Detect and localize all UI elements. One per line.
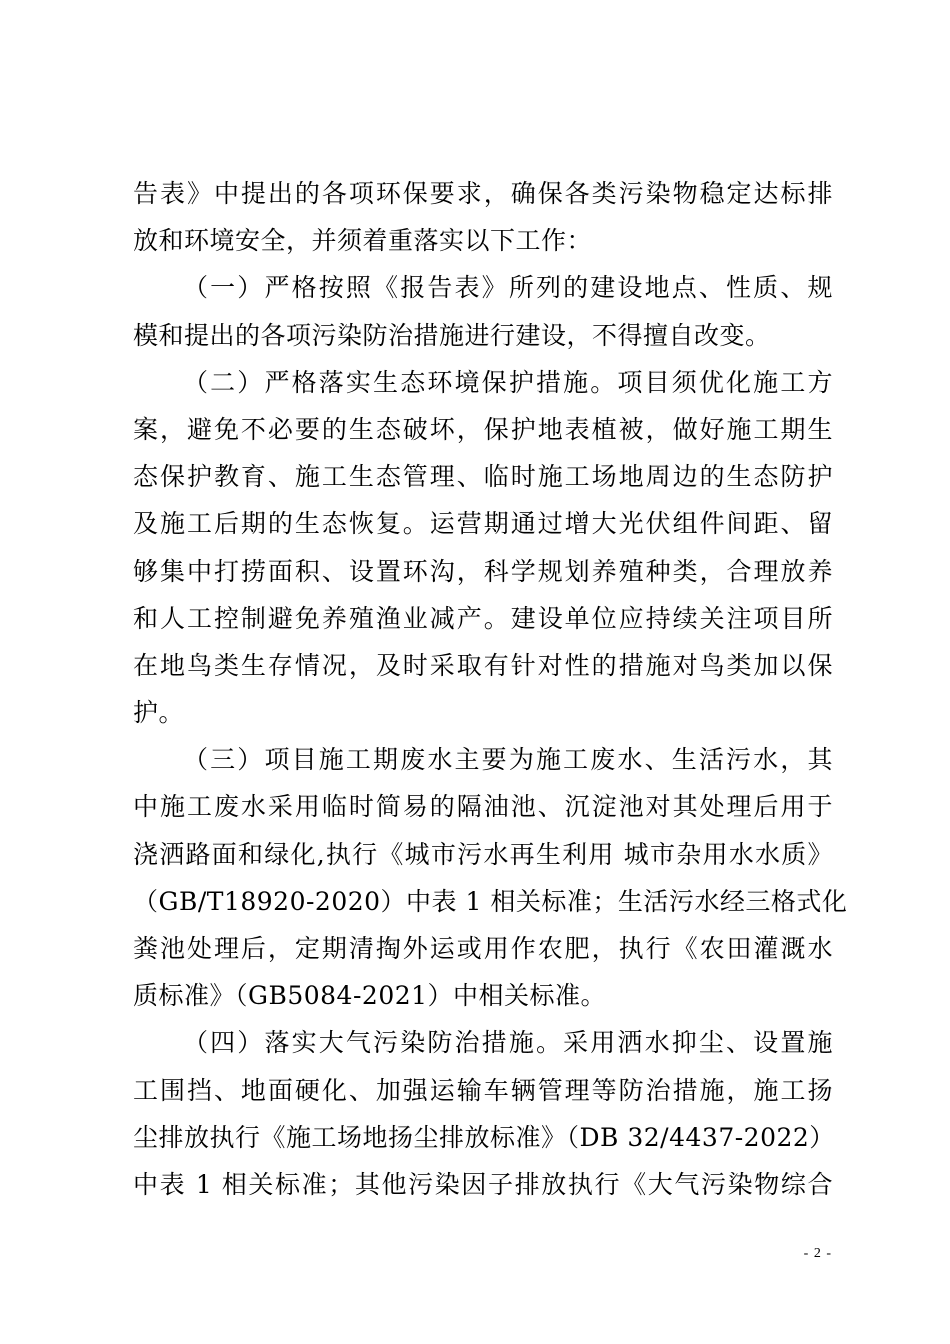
text-line: 告表》中提出的各项环保要求，确保各类污染物稳定达标排	[133, 179, 833, 208]
text-line: （GB/T18920-2020）中表 1 相关标准；生活污水经三格式化	[133, 886, 848, 916]
text-line: 态保护教育、施工生态管理、临时施工场地周边的生态防护	[133, 462, 833, 492]
paragraph-2-line: （二）严格落实生态环境保护措施。项目须优化施工方	[183, 367, 833, 397]
text-line: 案，避免不必要的生态破坏，保护地表植被，做好施工期生	[133, 414, 833, 444]
page-number: - 2 -	[803, 1246, 832, 1261]
text-line: 和人工控制避免养殖渔业减产。建设单位应持续关注项目所	[133, 603, 833, 633]
text-line: 够集中打捞面积、设置环沟，科学规划养殖种类，合理放养	[133, 556, 833, 586]
paragraph-1-line: （一）严格按照《报告表》所列的建设地点、性质、规	[183, 273, 833, 303]
paragraph-3-line: （三）项目施工期废水主要为施工废水、生活污水，其	[183, 745, 833, 775]
text-line: 尘排放执行《施工场地扬尘排放标准》（DB 32/4437-2022）	[133, 1122, 835, 1152]
text-line: 及施工后期的生态恢复。运营期通过增大光伏组件间距、留	[133, 509, 833, 539]
text-line: 质标准》（GB5084-2021）中相关标准。	[133, 981, 607, 1011]
paragraph-4-line: （四）落实大气污染防治措施。采用洒水抑尘、设置施	[183, 1028, 833, 1058]
text-line: 中表 1 相关标准；其他污染因子排放执行《大气污染物综合	[133, 1169, 833, 1199]
text-line: 中施工废水采用临时简易的隔油池、沉淀池对其处理后用于	[133, 792, 833, 822]
text-line: 放和环境安全，并须着重落实以下工作：	[133, 226, 593, 256]
text-line: 粪池处理后，定期清掏外运或用作农肥，执行《农田灌溉水	[133, 934, 833, 963]
text-line: 模和提出的各项污染防治措施进行建设，不得擅自改变。	[133, 320, 771, 350]
document-body	[133, 170, 848, 1208]
text-line: 在地鸟类生存情况，及时采取有针对性的措施对鸟类加以保	[133, 650, 833, 680]
text-line: 浇洒路面和绿化,执行《城市污水再生利用 城市杂用水水质》	[133, 839, 833, 869]
text-line: 工围挡、地面硬化、加强运输车辆管理等防治措施，施工扬	[133, 1075, 833, 1105]
text-line: 护。	[133, 698, 185, 728]
